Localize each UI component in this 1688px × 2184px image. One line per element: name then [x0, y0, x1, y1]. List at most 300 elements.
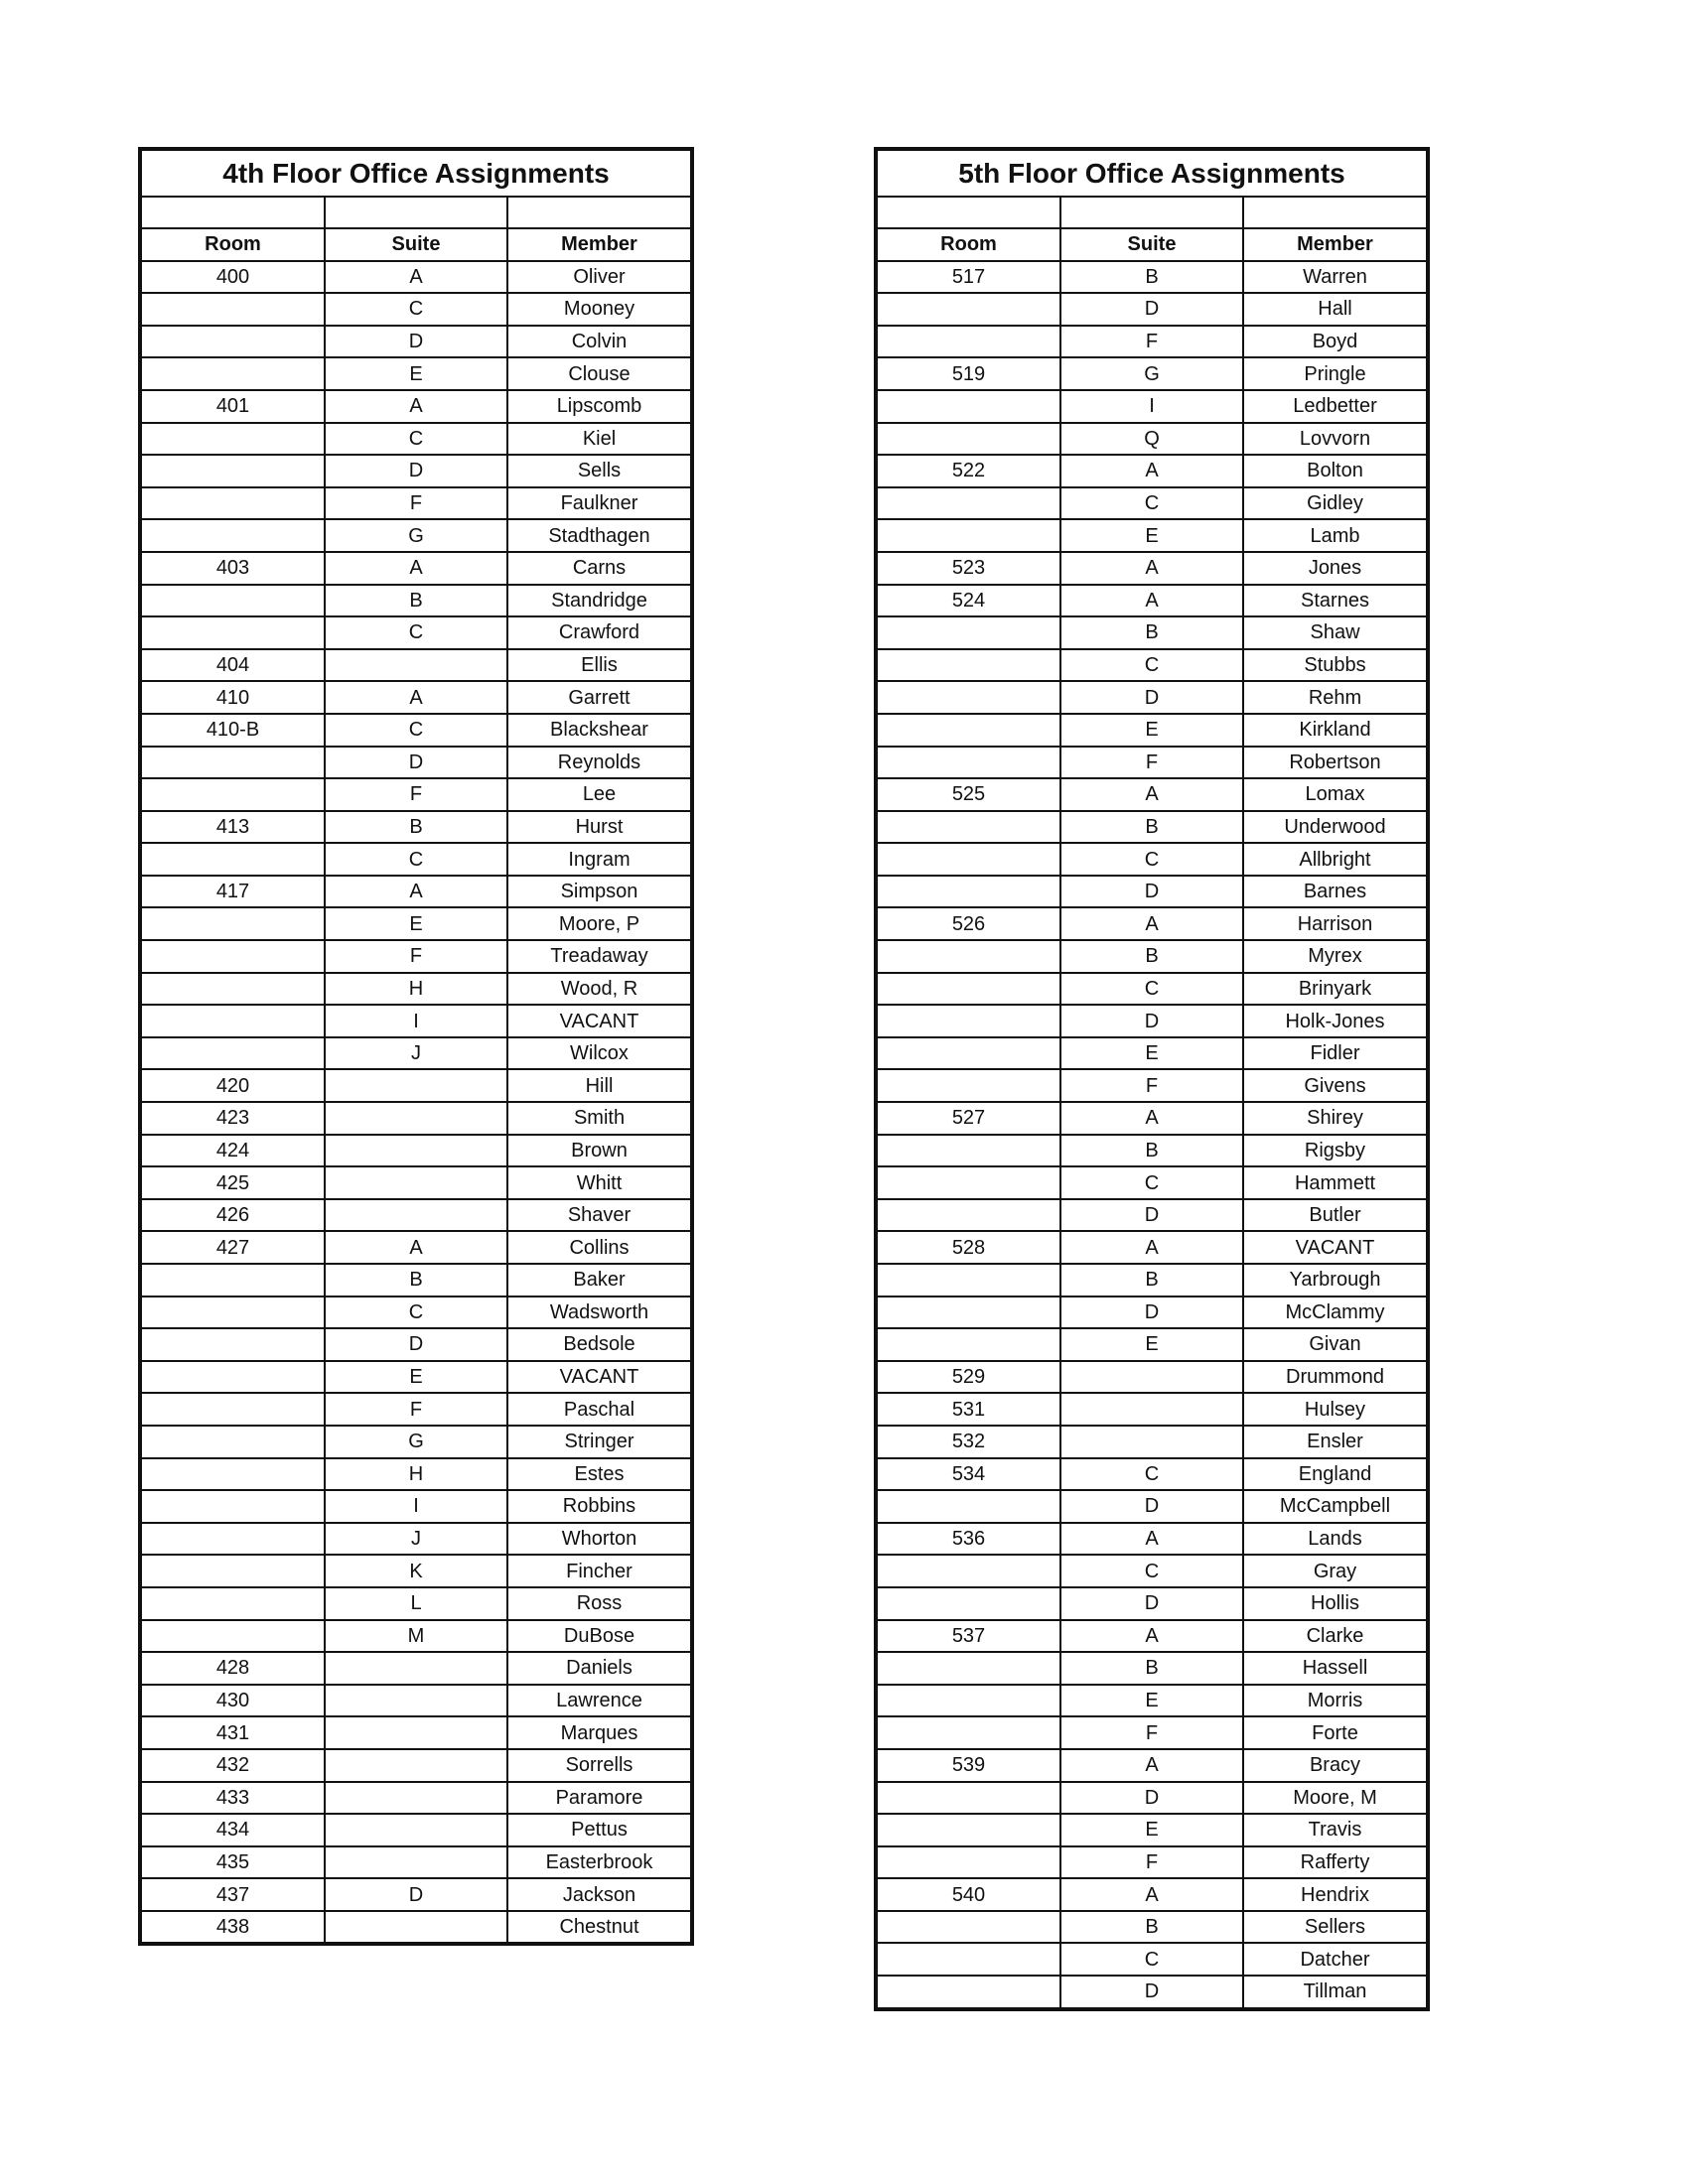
member-cell: Shirey [1243, 1102, 1426, 1135]
table-row [142, 1199, 690, 1232]
suite-cell: B [325, 1264, 507, 1297]
member-cell: Oliver [507, 261, 690, 294]
room-cell [878, 1555, 1060, 1587]
room-cell: 437 [142, 1878, 325, 1911]
table-row [878, 1231, 1426, 1264]
suite-cell: D [1060, 681, 1243, 714]
member-cell: Pettus [507, 1814, 690, 1846]
room-cell [878, 1328, 1060, 1361]
table-row [878, 1878, 1426, 1911]
suite-cell: J [325, 1523, 507, 1556]
room-cell: 527 [878, 1102, 1060, 1135]
table-row [142, 649, 690, 682]
table-row [142, 519, 690, 552]
table-row [878, 293, 1426, 326]
table-row [142, 293, 690, 326]
member-cell: Collins [507, 1231, 690, 1264]
room-cell: 519 [878, 357, 1060, 390]
table-row [142, 423, 690, 456]
table-row [878, 1846, 1426, 1879]
table-row [878, 1652, 1426, 1685]
suite-cell: A [325, 1231, 507, 1264]
table-row [142, 326, 690, 358]
room-cell [878, 681, 1060, 714]
member-cell: Holk-Jones [1243, 1005, 1426, 1037]
room-cell: 539 [878, 1749, 1060, 1782]
member-cell: Lawrence [507, 1685, 690, 1717]
member-cell: Bolton [1243, 455, 1426, 487]
table-row [142, 811, 690, 844]
table-row [878, 1814, 1426, 1846]
member-cell: Warren [1243, 261, 1426, 294]
room-cell [878, 1166, 1060, 1199]
table-row [878, 1458, 1426, 1491]
suite-cell: B [1060, 1911, 1243, 1944]
room-cell [878, 1846, 1060, 1879]
room-cell [142, 778, 325, 811]
room-cell: 428 [142, 1652, 325, 1685]
room-cell: 427 [142, 1231, 325, 1264]
room-cell [878, 1782, 1060, 1815]
suite-cell: L [325, 1587, 507, 1620]
room-cell [878, 423, 1060, 456]
room-cell [142, 616, 325, 649]
suite-cell [325, 1166, 507, 1199]
table-row [142, 1037, 690, 1070]
member-cell: Crawford [507, 616, 690, 649]
suite-cell: B [325, 585, 507, 617]
member-cell: Baker [507, 1264, 690, 1297]
member-cell: Fidler [1243, 1037, 1426, 1070]
room-cell [878, 1069, 1060, 1102]
suite-cell: D [325, 1328, 507, 1361]
room-cell [878, 1814, 1060, 1846]
member-cell: Ingram [507, 843, 690, 876]
room-cell [142, 423, 325, 456]
room-cell [142, 1393, 325, 1426]
room-cell: 434 [142, 1814, 325, 1846]
member-cell: Hulsey [1243, 1393, 1426, 1426]
room-cell: 426 [142, 1199, 325, 1232]
room-cell: 403 [142, 552, 325, 585]
suite-cell: D [325, 747, 507, 779]
suite-cell: F [325, 778, 507, 811]
room-cell [142, 973, 325, 1006]
table-row [878, 423, 1426, 456]
suite-cell: F [1060, 1846, 1243, 1879]
column-header-suite: Suite [325, 228, 507, 261]
suite-cell [325, 1069, 507, 1102]
suite-cell [325, 1199, 507, 1232]
table-row [878, 1199, 1426, 1232]
member-cell: Wadsworth [507, 1297, 690, 1329]
room-cell: 430 [142, 1685, 325, 1717]
suite-cell: F [1060, 1069, 1243, 1102]
suite-cell: D [1060, 1782, 1243, 1815]
table-row [142, 1652, 690, 1685]
member-cell: VACANT [507, 1361, 690, 1394]
table-row [142, 1523, 690, 1556]
fifth-floor-table [874, 147, 1430, 2011]
room-cell [142, 747, 325, 779]
room-cell: 532 [878, 1426, 1060, 1458]
room-cell [142, 1005, 325, 1037]
member-cell: Myrex [1243, 940, 1426, 973]
table-row [878, 1361, 1426, 1394]
table-title: 4th Floor Office Assignments [142, 151, 690, 197]
member-cell: Butler [1243, 1199, 1426, 1232]
table-row [878, 1587, 1426, 1620]
suite-cell: E [1060, 519, 1243, 552]
room-cell: 410-B [142, 714, 325, 747]
member-cell: Ellis [507, 649, 690, 682]
table-row [142, 907, 690, 940]
suite-cell: C [1060, 1943, 1243, 1976]
suite-cell [325, 1749, 507, 1782]
suite-cell: G [325, 1426, 507, 1458]
member-cell: Brown [507, 1135, 690, 1167]
member-cell: McClammy [1243, 1297, 1426, 1329]
room-cell: 431 [142, 1716, 325, 1749]
table-row [142, 1102, 690, 1135]
suite-cell: E [1060, 1685, 1243, 1717]
suite-cell [325, 1782, 507, 1815]
table-row [142, 1069, 690, 1102]
suite-cell [1060, 1393, 1243, 1426]
member-cell: Treadaway [507, 940, 690, 973]
suite-cell: I [1060, 390, 1243, 423]
room-cell [142, 1426, 325, 1458]
table-row [142, 1231, 690, 1264]
member-cell: Clarke [1243, 1620, 1426, 1653]
room-cell [142, 1037, 325, 1070]
suite-cell: A [1060, 1523, 1243, 1556]
room-cell: 529 [878, 1361, 1060, 1394]
table-body [878, 261, 1426, 2007]
suite-cell: A [325, 261, 507, 294]
suite-cell: A [1060, 907, 1243, 940]
member-cell: Givens [1243, 1069, 1426, 1102]
suite-cell [325, 1716, 507, 1749]
table-row [878, 973, 1426, 1006]
room-cell [878, 487, 1060, 520]
suite-cell: G [325, 519, 507, 552]
table-row [878, 1426, 1426, 1458]
suite-cell [325, 1814, 507, 1846]
member-cell: Pringle [1243, 357, 1426, 390]
suite-cell: A [1060, 778, 1243, 811]
table-row [878, 1716, 1426, 1749]
suite-cell: B [1060, 261, 1243, 294]
member-cell: Hendrix [1243, 1878, 1426, 1911]
suite-cell: E [1060, 1814, 1243, 1846]
suite-cell: E [325, 357, 507, 390]
room-cell [878, 1037, 1060, 1070]
suite-cell: D [1060, 876, 1243, 908]
room-cell [878, 293, 1060, 326]
table-row [878, 714, 1426, 747]
member-cell: Lovvorn [1243, 423, 1426, 456]
member-cell: Rafferty [1243, 1846, 1426, 1879]
suite-cell: A [1060, 585, 1243, 617]
table-row [878, 1069, 1426, 1102]
member-cell: Morris [1243, 1685, 1426, 1717]
room-cell: 536 [878, 1523, 1060, 1556]
suite-cell: C [325, 293, 507, 326]
member-cell: Hassell [1243, 1652, 1426, 1685]
member-cell: England [1243, 1458, 1426, 1491]
table-row [142, 552, 690, 585]
member-cell: Wilcox [507, 1037, 690, 1070]
blank-cell [142, 197, 325, 228]
suite-cell: K [325, 1555, 507, 1587]
room-cell: 424 [142, 1135, 325, 1167]
member-cell: DuBose [507, 1620, 690, 1653]
column-header-room: Room [142, 228, 325, 261]
table-body [142, 261, 690, 1943]
table-row [142, 1846, 690, 1879]
table-row [142, 390, 690, 423]
table-row [878, 1393, 1426, 1426]
table-row [878, 1135, 1426, 1167]
room-cell: 410 [142, 681, 325, 714]
suite-cell: E [1060, 714, 1243, 747]
table-row [878, 907, 1426, 940]
table-row [142, 1297, 690, 1329]
room-cell [878, 1135, 1060, 1167]
room-cell: 524 [878, 585, 1060, 617]
room-cell: 517 [878, 261, 1060, 294]
table-row [878, 1555, 1426, 1587]
member-cell: Shaw [1243, 616, 1426, 649]
room-cell [142, 1361, 325, 1394]
suite-cell: Q [1060, 423, 1243, 456]
member-cell: Ross [507, 1587, 690, 1620]
table-row [142, 1911, 690, 1943]
blank-cell [507, 197, 690, 228]
room-cell [878, 1943, 1060, 1976]
room-cell: 438 [142, 1911, 325, 1943]
table-row [142, 1135, 690, 1167]
suite-cell: D [1060, 1976, 1243, 2007]
table-row [142, 1005, 690, 1037]
member-cell: Whorton [507, 1523, 690, 1556]
suite-cell: J [325, 1037, 507, 1070]
room-cell: 525 [878, 778, 1060, 811]
table-row [142, 357, 690, 390]
suite-cell: G [1060, 357, 1243, 390]
suite-cell: C [325, 843, 507, 876]
room-cell [878, 1716, 1060, 1749]
member-cell: Chestnut [507, 1911, 690, 1943]
member-cell: Harrison [1243, 907, 1426, 940]
table-row [142, 747, 690, 779]
room-cell: 522 [878, 455, 1060, 487]
room-cell: 537 [878, 1620, 1060, 1653]
room-cell [142, 1264, 325, 1297]
member-cell: Fincher [507, 1555, 690, 1587]
table-row [142, 940, 690, 973]
room-cell [142, 907, 325, 940]
blank-cell [1060, 197, 1243, 228]
room-cell [142, 357, 325, 390]
member-cell: Daniels [507, 1652, 690, 1685]
table-row [878, 1264, 1426, 1297]
member-cell: Mooney [507, 293, 690, 326]
suite-cell: F [1060, 326, 1243, 358]
member-cell: Bedsole [507, 1328, 690, 1361]
suite-cell: E [1060, 1037, 1243, 1070]
room-cell [142, 1328, 325, 1361]
room-cell: 432 [142, 1749, 325, 1782]
suite-cell: M [325, 1620, 507, 1653]
table-row [142, 487, 690, 520]
table-row [878, 1005, 1426, 1037]
suite-cell: D [325, 455, 507, 487]
table-row [878, 261, 1426, 294]
table-row [878, 1102, 1426, 1135]
member-cell: Barnes [1243, 876, 1426, 908]
suite-cell: F [325, 1393, 507, 1426]
room-cell [142, 455, 325, 487]
member-cell: Forte [1243, 1716, 1426, 1749]
member-cell: Ensler [1243, 1426, 1426, 1458]
table-row [878, 1490, 1426, 1523]
room-cell: 523 [878, 552, 1060, 585]
suite-cell: A [325, 876, 507, 908]
table-row [878, 811, 1426, 844]
room-cell: 534 [878, 1458, 1060, 1491]
table-row [142, 1458, 690, 1491]
suite-cell: B [325, 811, 507, 844]
room-cell [142, 519, 325, 552]
suite-cell: I [325, 1005, 507, 1037]
suite-cell: F [325, 487, 507, 520]
member-cell: Lee [507, 778, 690, 811]
table-row [878, 940, 1426, 973]
room-cell: 423 [142, 1102, 325, 1135]
suite-cell: C [1060, 843, 1243, 876]
member-cell: Allbright [1243, 843, 1426, 876]
member-cell: Rehm [1243, 681, 1426, 714]
member-cell: Underwood [1243, 811, 1426, 844]
table-row [878, 649, 1426, 682]
table-row [142, 714, 690, 747]
member-cell: Lipscomb [507, 390, 690, 423]
suite-cell: D [1060, 1587, 1243, 1620]
suite-cell: D [1060, 1005, 1243, 1037]
member-cell: Stubbs [1243, 649, 1426, 682]
suite-cell [325, 1685, 507, 1717]
column-header-room: Room [878, 228, 1060, 261]
suite-cell: D [325, 326, 507, 358]
room-cell [878, 390, 1060, 423]
member-cell: Robbins [507, 1490, 690, 1523]
suite-cell: A [1060, 1102, 1243, 1135]
suite-cell: F [325, 940, 507, 973]
member-cell: Lomax [1243, 778, 1426, 811]
suite-cell [1060, 1426, 1243, 1458]
table-row [142, 1716, 690, 1749]
room-cell [878, 1685, 1060, 1717]
room-cell [878, 714, 1060, 747]
table-row [878, 1523, 1426, 1556]
table-row [142, 681, 690, 714]
table-row [878, 455, 1426, 487]
member-cell: Paramore [507, 1782, 690, 1815]
suite-cell: B [1060, 616, 1243, 649]
room-cell [878, 1652, 1060, 1685]
room-cell: 433 [142, 1782, 325, 1815]
member-cell: Paschal [507, 1393, 690, 1426]
table-row [878, 616, 1426, 649]
member-cell: Sellers [1243, 1911, 1426, 1944]
member-cell: Givan [1243, 1328, 1426, 1361]
suite-cell: I [325, 1490, 507, 1523]
suite-cell: C [1060, 487, 1243, 520]
room-cell: 420 [142, 1069, 325, 1102]
fourth-floor-table [138, 147, 694, 1946]
suite-cell: A [1060, 455, 1243, 487]
room-cell: 404 [142, 649, 325, 682]
table-row [142, 1361, 690, 1394]
blank-cell [1243, 197, 1426, 228]
suite-cell [325, 1846, 507, 1879]
member-cell: Hall [1243, 293, 1426, 326]
table-row [142, 1328, 690, 1361]
suite-cell: B [1060, 1652, 1243, 1685]
suite-cell: A [325, 681, 507, 714]
table-row [878, 778, 1426, 811]
room-cell [878, 1911, 1060, 1944]
room-cell [878, 326, 1060, 358]
room-cell: 528 [878, 1231, 1060, 1264]
member-cell: Stringer [507, 1426, 690, 1458]
room-cell [878, 1976, 1060, 2007]
member-cell: Marques [507, 1716, 690, 1749]
suite-cell [325, 1652, 507, 1685]
member-cell: Yarbrough [1243, 1264, 1426, 1297]
room-cell [142, 293, 325, 326]
room-cell [878, 1199, 1060, 1232]
table-row [878, 519, 1426, 552]
table-row [878, 681, 1426, 714]
member-cell: Brinyark [1243, 973, 1426, 1006]
room-cell [142, 326, 325, 358]
member-cell: Smith [507, 1102, 690, 1135]
suite-cell [325, 649, 507, 682]
table-row [878, 1943, 1426, 1976]
suite-cell: C [1060, 649, 1243, 682]
suite-cell: E [1060, 1328, 1243, 1361]
suite-cell: F [1060, 1716, 1243, 1749]
member-cell: Reynolds [507, 747, 690, 779]
table-row [142, 1393, 690, 1426]
member-cell: Easterbrook [507, 1846, 690, 1879]
suite-cell: A [325, 552, 507, 585]
member-cell: Datcher [1243, 1943, 1426, 1976]
suite-cell: D [1060, 293, 1243, 326]
member-cell: Standridge [507, 585, 690, 617]
suite-cell: E [325, 1361, 507, 1394]
member-cell: Sorrells [507, 1749, 690, 1782]
member-cell: Faulkner [507, 487, 690, 520]
table-row [878, 1911, 1426, 1944]
table-row [878, 357, 1426, 390]
member-cell: Simpson [507, 876, 690, 908]
table-row [142, 1685, 690, 1717]
room-cell [878, 843, 1060, 876]
